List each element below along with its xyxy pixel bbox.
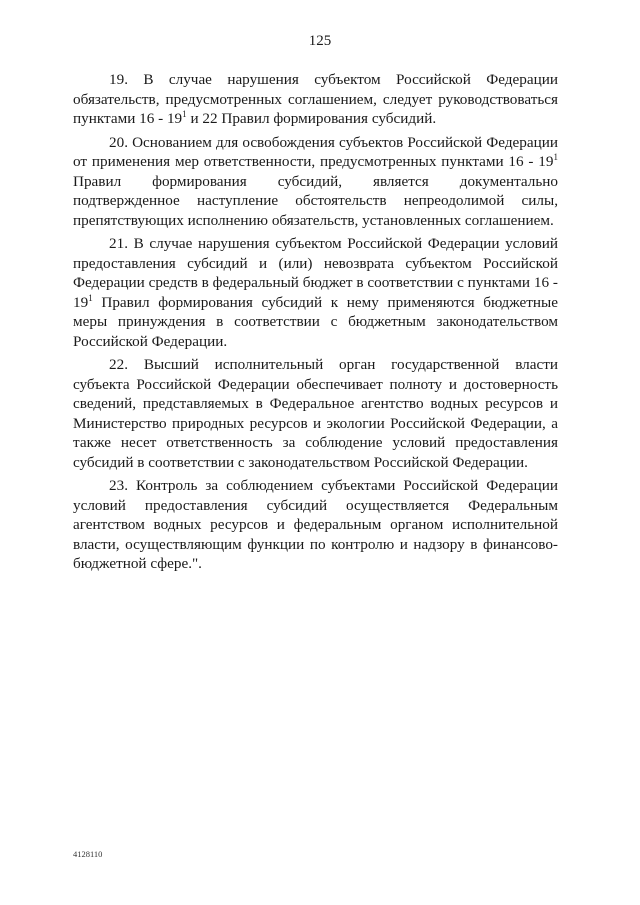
paragraph-text: Правил формирования субсидий к нему применяются бюджетные меры принуждения в соответствии с бюджетным законодательством Российской Федерации. <box>73 293 558 350</box>
paragraph-number: 20. <box>109 133 128 151</box>
superscript: 1 <box>182 109 187 119</box>
superscript: 1 <box>553 152 558 162</box>
document-body <box>73 70 558 578</box>
paragraph-text: Основанием для освобождения субъектов Российской Федерации от применения мер ответственности, предусмотренных пунктами 16 - 19 <box>73 133 559 170</box>
paragraph-21 <box>73 234 558 351</box>
paragraph-23 <box>73 476 558 574</box>
paragraph-19 <box>73 70 558 129</box>
document-code: 4128110 <box>73 849 103 859</box>
paragraph-number: 21. <box>109 235 128 252</box>
paragraph-text: В случае нарушения субъектом Российской Федерации условий предоставления субсидий и (или) невозврата субъектом Российской Федерации средств в федеральный бюджет в соответствии с пунктами 16 - 19 <box>73 235 559 311</box>
page-number: 125 <box>308 33 332 49</box>
paragraph-number: 22. <box>109 356 128 373</box>
superscript: 1 <box>88 292 93 303</box>
paragraph-text: и 22 Правил формирования субсидий. <box>186 110 437 127</box>
paragraph-text: В случае нарушения субъектом Российской Федерации обязательств, предусмотренных соглашением, следует руководствоваться пунктами 16 - 19 <box>73 71 558 127</box>
paragraph-20 <box>73 133 558 231</box>
paragraph-22 <box>73 355 558 472</box>
paragraph-text: Контроль за соблюдением субъектами Российской Федерации условий предоставления субсидий осуществляется Федеральным агентством водных ресурсов и федеральным органом исполнительной власти, осуществляющим функции по контролю и надзору в финансово-бюджетной сфере.". <box>73 477 559 572</box>
paragraph-text: Правил формирования субсидий, является документально подтвержденное наступление обстоятельств непреодолимой силы, препятствующих исполнению обязательств, установленных соглашением. <box>73 172 558 229</box>
paragraph-number: 23. <box>109 477 128 494</box>
paragraph-number: 19. <box>109 71 128 88</box>
paragraph-text: Высший исполнительный орган государственной власти субъекта Российской Федерации обеспечивает полноту и достоверность сведений, представляемых в Федеральное агентство водных ресурсов и Министерство природных ресурсов и экологии Российской Федерации, а также несет ответственность за соблюдение условий предоставления субсидий в соответствии с законодательством Российской Федерации. <box>73 356 559 471</box>
